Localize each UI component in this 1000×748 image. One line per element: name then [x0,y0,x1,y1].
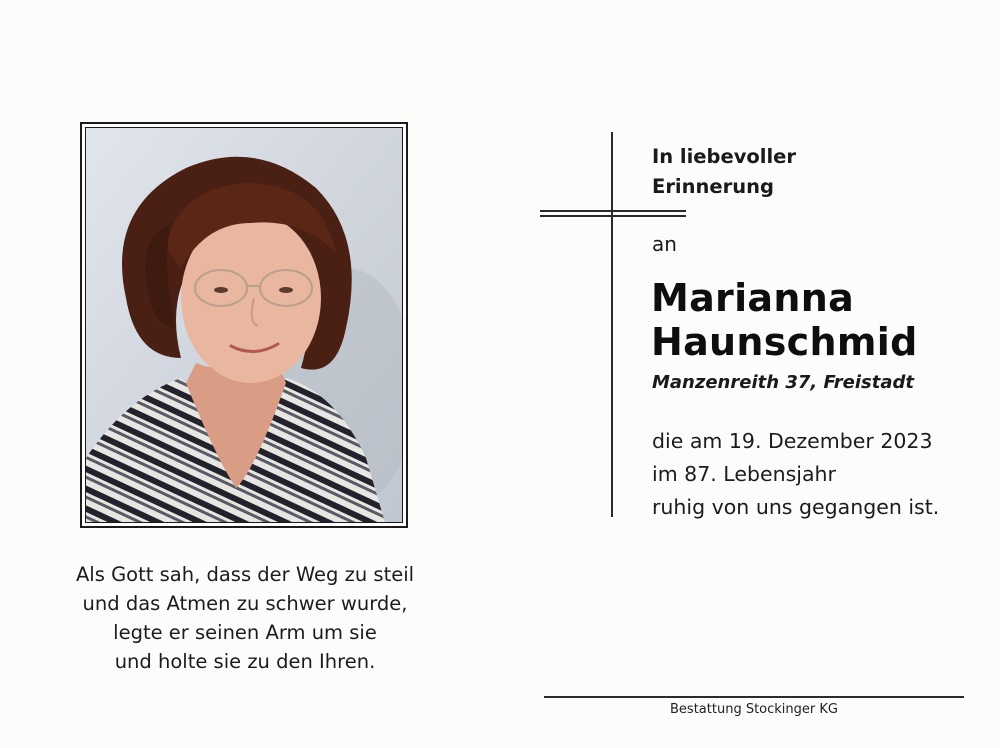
cross-icon [611,132,613,517]
footer-divider [544,696,964,698]
death-line: im 87. Lebensjahr [652,462,836,486]
heading-line: Erinnerung [652,175,774,198]
verse-line: legte er seinen Arm um sie [113,621,377,644]
first-name: Marianna [651,276,855,320]
last-name: Haunschmid [651,320,918,364]
death-line: ruhig von uns gegangen ist. [652,495,940,519]
memorial-verse [60,560,430,676]
heading-line: In liebevoller [652,145,797,168]
cross-bar-icon [540,210,686,212]
portrait-frame [80,122,408,528]
address: Manzenreith 37, Freistadt [652,372,914,393]
deceased-name [651,276,918,364]
portrait-illustration [86,128,403,523]
verse-line: und holte sie zu den Ihren. [114,650,376,673]
verse-line: Als Gott sah, dass der Weg zu steil [75,563,415,586]
verse-line: und das Atmen zu schwer wurde, [82,592,408,615]
death-line: die am 19. Dezember 2023 [652,429,933,453]
memorial-heading [652,142,796,202]
preposition: an [652,232,677,256]
portrait-photo [85,127,403,523]
cross-bar-icon [540,215,686,217]
funeral-home: Bestattung Stockinger KG [670,702,838,717]
death-notice [652,425,939,524]
